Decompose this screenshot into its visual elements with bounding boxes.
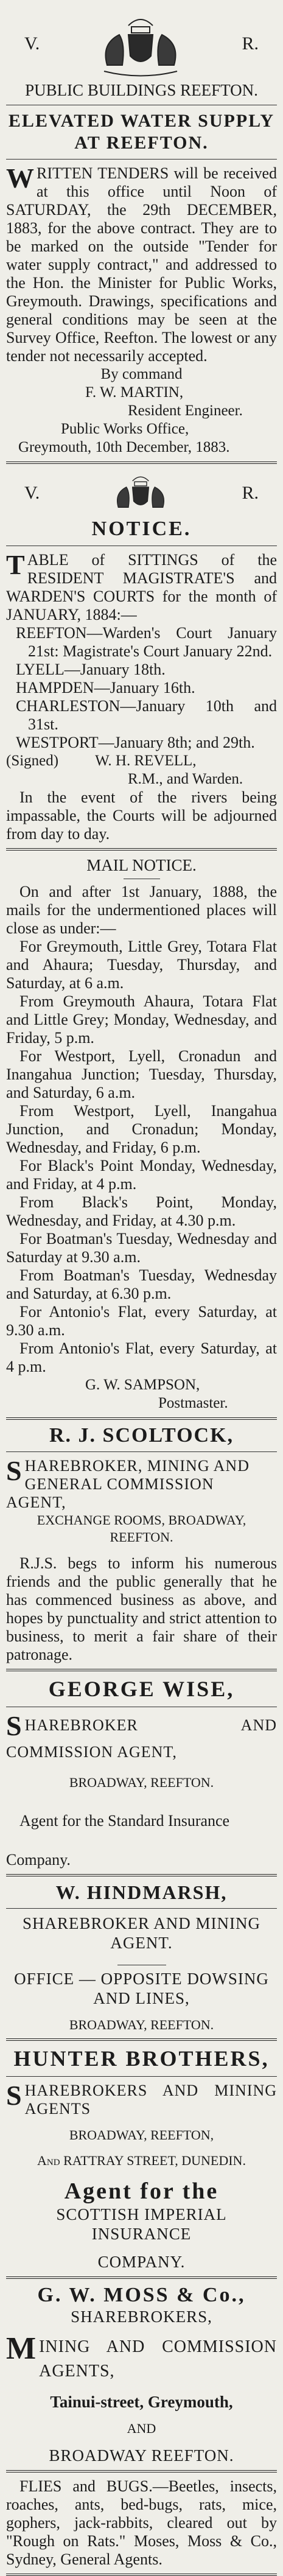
ad-body: FLIES and BUGS.—Beetles, insects, roaches, ants, bed-bugs, rats, mice, gophers, jack-rabbits, cleared out by "Rough on Rats." Moses, Moss & Co., Sydney, General Agents. [6, 2477, 277, 2568]
drop-cap: S [6, 1710, 23, 1741]
mail-schedule-list [6, 938, 277, 1376]
ad-name: GEORGE WISE, [48, 1677, 235, 1701]
office-line: OFFICE — OPPOSITE DOWSING AND LINES, [14, 1970, 269, 2007]
ad-title-text: HAREBROKER AND COMMISSION AGENT, [6, 1716, 277, 1761]
drop-cap: S [6, 2080, 23, 2111]
company-line: Company. [6, 1851, 71, 1869]
mail-item: For Antonio's Flat, every Saturday, at 9.30 a.m. [6, 1303, 277, 1339]
public-buildings-tender-ad [6, 7, 277, 457]
ad-title [6, 1712, 277, 1766]
ad-heading: PUBLIC BUILDINGS REEFTON. [25, 81, 258, 99]
signer-name: G. W. SAMPSON, [85, 1377, 200, 1393]
agent-heading: Agent for the [64, 2178, 219, 2204]
by-command: By command [100, 366, 183, 382]
royal-coat-of-arms-icon [110, 469, 171, 518]
crest-letter-v: V. [24, 33, 40, 54]
section-divider [6, 2038, 277, 2041]
date-line: Greymouth, 10th December, 1883. [18, 439, 230, 455]
ad-title: SHAREBROKER AND MINING AGENT. [22, 1914, 261, 1952]
mail-item: For Boatman's Tuesday, Wednesday and Saturday at 9.30 a.m. [6, 1230, 277, 1266]
section-divider [6, 1417, 277, 1420]
ad-name: HUNTER BROTHERS, [13, 2046, 270, 2071]
sittings-list [6, 624, 277, 752]
ad-body-text: RITTEN TENDERS will be received at this office until Noon of SATURDAY, the 29th DECEMBER, 1883, for the above contract. They are to be marked on the outside "Tender for water supply contract," and addressed to the Hon. the Minister for Public Works, Greymouth. Drawings, specifications and general conditions may be seen at the Survey Office, Reefton. The lowest or any tender not necessarily accepted. [6, 164, 277, 365]
rough-on-rats-ad [6, 2477, 277, 2569]
signer-role: R.M., and Warden. [128, 771, 243, 787]
crest-letter-v: V. [24, 483, 40, 503]
divider [6, 2076, 277, 2077]
agent-line: Agent for the Standard Insurance [19, 1812, 230, 1830]
ad-name: G. W. MOSS & Co., [37, 2284, 246, 2306]
drop-cap: M [6, 2331, 37, 2366]
ad-title [6, 2082, 277, 2118]
section-divider [6, 2574, 277, 2576]
ad-intro [6, 551, 277, 624]
ad-title-text: INING AND COMMISSION AGENTS, [39, 2337, 277, 2381]
mail-item: From Boatman's Tuesday, Wednesday and Saturday, at 6.30 p.m. [6, 1266, 277, 1302]
mail-item: For Black's Point Monday, Wednesday, and Friday, at 4 p.m. [6, 1157, 277, 1193]
ad-footer: In the event of the rivers being impassable, the Courts will be adjourned from day to day. [6, 788, 277, 843]
divider [6, 1451, 277, 1452]
ad-name: R. J. SCOLTOCK, [49, 1424, 234, 1447]
newspaper-column [6, 0, 277, 2576]
court-sittings-notice [6, 469, 277, 843]
moss-co-ad [6, 2284, 277, 2465]
royal-crest-row [6, 469, 277, 518]
office-line: Public Works Office, [61, 421, 189, 437]
mail-item: From Greymouth Ahaura, Totara Flat and Little Grey; Monday, Wednesday, and Friday, 5 p.m. [6, 992, 277, 1047]
royal-crest-row [6, 7, 277, 80]
company-name: SCOTTISH IMPERIAL INSURANCE [56, 2205, 227, 2243]
section-divider [6, 462, 277, 464]
royal-coat-of-arms-icon [95, 7, 186, 80]
scoltock-ad [6, 1425, 277, 1664]
ad-title [6, 2331, 277, 2384]
sitting-line: WESTPORT—January 8th; and 29th. [16, 734, 255, 751]
ad-title: ELEVATED WATER SUPPLY AT REEFTON. [8, 111, 275, 153]
sitting-line: REEFTON—Warden's Court January 21st: Magistrate's Court January 22nd. [16, 624, 277, 660]
section-divider [6, 2470, 277, 2472]
ad-subtitle: SHAREBROKERS, [71, 2308, 212, 2326]
ad-title-text: HAREBROKERS AND MINING AGENTS [24, 2082, 277, 2118]
section-divider [6, 2276, 277, 2279]
signer-name: W. H. REVELL, [95, 753, 197, 769]
mail-item: For Greymouth, Little Grey, Totara Flat and Ahaura; Tuesday, Thursday, and Saturday, at 6 a.m. [6, 938, 277, 992]
sitting-line: HAMPDEN—January 16th. [16, 679, 195, 697]
signer-role: Postmaster. [158, 1395, 228, 1411]
ad-title [6, 1457, 277, 1512]
drop-cap: S [6, 1455, 23, 1486]
mail-item: For Westport, Lyell, Cronadun and Inangahua Junction; Tuesday, Thursday, and Saturday, 6 a.m. [6, 1047, 277, 1101]
crest-letter-r: R. [242, 33, 259, 54]
ad-address: BROADWAY REEFTON. [49, 2446, 234, 2465]
signer-name: F. W. MARTIN, [85, 384, 184, 401]
signer-role: Resident Engineer. [128, 402, 243, 419]
ad-heading: MAIL NOTICE. [86, 856, 197, 874]
ad-heading: NOTICE. [91, 518, 192, 540]
ad-address: BROADWAY, REEFTON. [69, 1775, 214, 1790]
ad-address: EXCHANGE ROOMS, BROADWAY, REEFTON. [37, 1512, 246, 1545]
crest-letter-r: R. [242, 483, 259, 503]
ad-body [6, 164, 277, 365]
hunter-brothers-ad [6, 2046, 277, 2272]
mail-item: From Antonio's Flat, every Saturday, at 4 p.m. [6, 1339, 277, 1375]
signature-row [6, 752, 277, 770]
ad-title-text: HAREBROKER, MINING AND GENERAL COMMISSION AGENT, [6, 1457, 250, 1511]
divider [6, 1908, 277, 1909]
george-wise-ad [6, 1676, 277, 1869]
ad-body: R.J.S. begs to inform his numerous friends and the public generally that he has commenced business as above, and hopes by punctuality and strict attention to business, to merit a fair share of their patronage. [6, 1554, 277, 1663]
ad-address: BROADWAY, REEFTON, [69, 2127, 214, 2143]
ad-intro-text: ABLE of SITTINGS of the RESIDENT MAGISTRATE'S and WARDEN'S COURTS for the month of JANUARY, 1884:— [6, 551, 277, 623]
ad-address: BROADWAY, REEFTON. [69, 2017, 214, 2032]
ad-intro: On and after 1st January, 1888, the mails for the undermentioned places will close as under:— [6, 883, 277, 937]
divider [6, 159, 277, 160]
drop-cap: W [6, 163, 34, 194]
and-line: AND [127, 2421, 156, 2436]
mail-item: From Black's Point, Monday, Wednesday, and Friday, at 4.30 p.m. [6, 1193, 277, 1229]
company-suffix: COMPANY. [97, 2253, 186, 2271]
hindmarsh-ad [6, 1881, 277, 2034]
section-divider [6, 848, 277, 851]
signed-label: (Signed) [6, 753, 59, 769]
mail-item: From Westport, Lyell, Inangahua Junction, and Cronadun; Monday, Wednesday, and Friday, 6 p.m. [6, 1102, 277, 1156]
drop-cap: T [6, 549, 25, 580]
ad-address: Tainui-street, Greymouth, [50, 2393, 233, 2411]
mail-notice [6, 855, 277, 1413]
ad-name: W. HINDMARSH, [55, 1881, 228, 1903]
section-divider [6, 1669, 277, 1671]
ad-address: And RATTRAY STREET, DUNEDIN. [37, 2153, 246, 2168]
sitting-line: CHARLESTON—January 10th and 31st. [16, 697, 277, 733]
sitting-line: LYELL—January 18th. [16, 661, 166, 678]
section-divider [6, 1874, 277, 1876]
